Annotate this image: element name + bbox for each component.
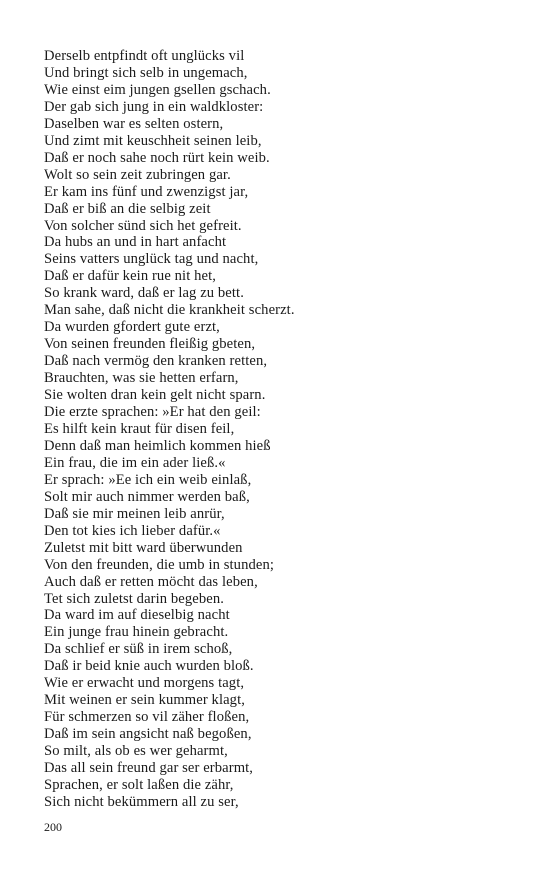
verse-line: So milt, als ob es wer geharmt, <box>44 743 228 760</box>
verse-line: Sie wolten dran kein gelt nicht sparn. <box>44 387 266 404</box>
verse-line: Es hilft kein kraut für disen feil, <box>44 420 235 437</box>
verse-line: Wolt so sein zeit zubringen gar. <box>44 166 231 183</box>
verse-line: Da ward im auf dieselbig nacht <box>44 607 230 624</box>
page-number: 200 <box>44 820 62 834</box>
verse-line: Von solcher sünd sich het gefreit. <box>44 217 242 234</box>
verse-line: Daselben war es selten ostern, <box>44 115 224 132</box>
verse-line: Daß im sein angsicht naß begoßen, <box>44 726 252 743</box>
verse-line: So krank ward, daß er lag zu bett. <box>44 285 244 302</box>
verse-line: Wie er erwacht und morgens tagt, <box>44 675 245 692</box>
verse-line: Auch daß er retten möcht das leben, <box>44 573 258 590</box>
verse-line: Tet sich zuletst darin begeben. <box>44 590 224 607</box>
verse-line: Daß nach vermög den kranken retten, <box>44 353 268 370</box>
verse-line: Sprachen, er solt laßen die zähr, <box>44 776 234 793</box>
verse-line: Brauchten, was sie hetten erfarn, <box>44 370 239 387</box>
verse-line: Da schlief er süß in irem schoß, <box>44 641 233 658</box>
verse-line: Den tot kies ich lieber dafür.« <box>44 522 221 539</box>
verse-line: Da hubs an und in hart anfacht <box>44 234 227 251</box>
verse-line: Da wurden gfordert gute erzt, <box>44 319 220 336</box>
verse-line: Und zimt mit keuschheit seinen leib, <box>44 132 262 149</box>
verse-line: Daß er dafür kein rue nit het, <box>44 268 216 285</box>
verse-line: Daß er biß an die selbig zeit <box>44 200 211 217</box>
verse-line: Ein frau, die im ein ader ließ.« <box>44 454 226 471</box>
verse-line: Man sahe, daß nicht die krankheit scherzt. <box>44 302 295 319</box>
verse-line: Er sprach: »Ee ich ein weib einlaß, <box>44 471 252 488</box>
verse-line: Zuletst mit bitt ward überwunden <box>44 539 243 556</box>
verse-line: Wie einst eim jungen gsellen gschach. <box>44 81 271 98</box>
poem-text <box>44 48 524 811</box>
verse-line: Die erzte sprachen: »Er hat den geil: <box>44 404 261 421</box>
verse-line: Mit weinen er sein kummer klagt, <box>44 692 245 709</box>
verse-line: Daß sie mir meinen leib anrür, <box>44 505 225 522</box>
verse-line: Solt mir auch nimmer werden baß, <box>44 488 250 505</box>
verse-line: Der gab sich jung in ein waldkloster: <box>44 98 264 115</box>
verse-line: Ein junge frau hinein gebracht. <box>44 624 229 641</box>
verse-line: Denn daß man heimlich kommen hieß <box>44 437 271 454</box>
verse-line: Daß ir beid knie auch wurden bloß. <box>44 658 254 675</box>
verse-line: Für schmerzen so vil zäher floßen, <box>44 709 250 726</box>
verse-line: Von seinen freunden fleißig gbeten, <box>44 336 256 353</box>
verse-line: Sich nicht bekümmern all zu ser, <box>44 793 239 810</box>
verse-line: Derselb entpfindt oft unglücks vil <box>44 48 245 64</box>
verse-line: Und bringt sich selb in ungemach, <box>44 64 248 81</box>
verse-line: Das all sein freund gar ser erbarmt, <box>44 760 254 777</box>
verse-line: Seins vatters unglück tag und nacht, <box>44 251 259 268</box>
verse-line: Von den freunden, die umb in stunden; <box>44 556 275 573</box>
verse-line: Er kam ins fünf und zwenzigst jar, <box>44 183 249 200</box>
verse-line: Daß er noch sahe noch rürt kein weib. <box>44 149 270 166</box>
